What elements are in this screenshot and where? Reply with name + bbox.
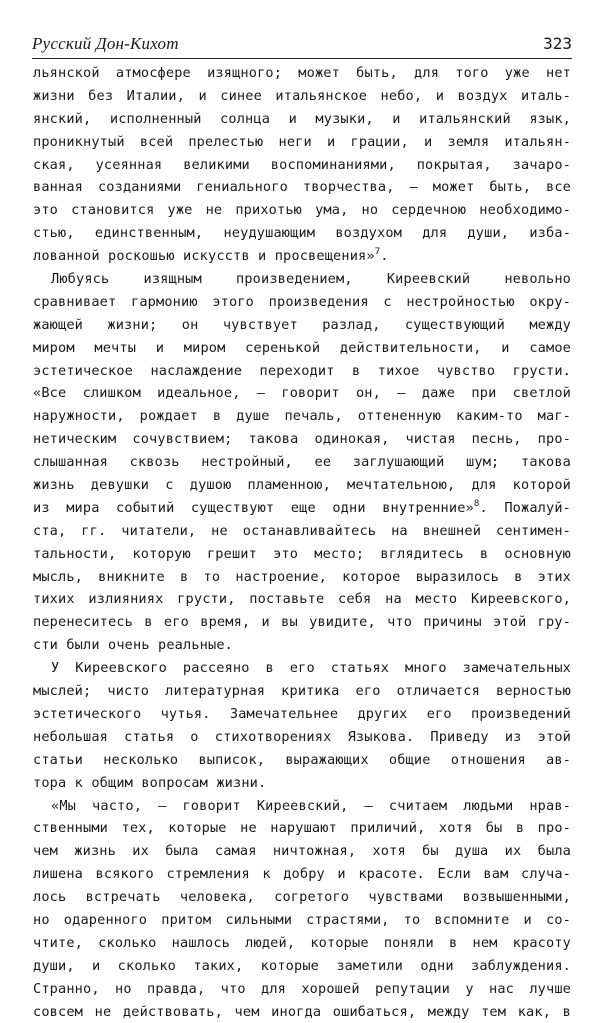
text-line: жизнь девушки с душою пламенною, мечтательною, для которой: [33, 474, 571, 497]
text-line: эстетическое наслаждение переходит в тихое чувство грусти.: [33, 360, 571, 383]
text-line: статьи несколько выписок, выражающих общие отношения ав-: [33, 749, 571, 772]
running-head-title: Русский Дон-Кихот: [32, 34, 179, 54]
text-line: тальности, которую грешит это место; вглядитесь в основную: [33, 543, 571, 566]
text-line: льянской атмосфере изящного; может быть, для того уже нет: [33, 62, 571, 85]
text-line: совсем не действовать, чем иногда ошибаться, между тем как, в: [33, 1001, 571, 1023]
text-line: Любуясь изящным произведением, Киреевский невольно: [33, 268, 571, 291]
text-segment: из мира событий существуют еще одни внутренние»: [33, 500, 474, 516]
text-line: мысль, вникните в то настроение, которое выразилось в этих: [33, 566, 571, 589]
footnote-ref: 8: [474, 499, 480, 509]
text-line: наружности, рождает в душе печаль, оттененную каким-то маг-: [33, 405, 571, 428]
text-line: стью, единственным, неудушающим воздухом для души, изба-: [33, 222, 571, 245]
text-line: лось встречать человека, согретого чувствами возвышенными,: [33, 886, 571, 909]
text-line: жизни без Италии, и синее итальянское небо, и воздух италь-: [33, 85, 571, 108]
text-line: чем жизнь их была самая ничтожная, хотя бы душа их была: [33, 840, 571, 863]
text-segment: . Пожалуй-: [479, 500, 571, 516]
text-line: небольшая статья о стихотворениях Языкова. Приведу из этой: [33, 726, 571, 749]
text-line: но одаренного притом сильными страстями, то вспомните и со-: [33, 909, 571, 932]
text-line: нетическим сочувствием; такова одинокая, чистая песнь, про-: [33, 428, 571, 451]
text-line: лишена всякого стремления к добру и красоте. Если вам случа-: [33, 863, 571, 886]
text-line: перенеситесь в его время, и вы увидите, что причины этой гру-: [33, 611, 571, 634]
text-line: тихих излияниях грусти, поставьте себя на место Киреевского,: [33, 588, 571, 611]
text-line: души, и сколько таких, которые заметили одни заблуждения.: [33, 955, 571, 978]
text-line: чтите, сколько нашлось людей, которые поняли в нем красоту: [33, 932, 571, 955]
text-line: мыслей; чисто литературная критика его отличается верностью: [33, 680, 571, 703]
text-line: сравнивает гармонию этого произведения с нестройностью окру-: [33, 291, 571, 314]
text-line: ста, гг. читатели, не останавливайтесь на внешней сентимен-: [33, 520, 571, 543]
text-line: слышанная сквозь нестройный, ее заглушающий шум; такова: [33, 451, 571, 474]
text-line: тора к общим вопросам жизни.: [33, 772, 571, 795]
text-line: жающей жизни; он чувствует разлад, существующий между: [33, 314, 571, 337]
text-line: ванная созданиями гениального творчества, — может быть, все: [33, 176, 571, 199]
text-line: ственными тех, которые не нарушают приличий, хотя бы в про-: [33, 817, 571, 840]
text-line-with-footnote: [33, 245, 571, 268]
text-line: У Киреевского рассеяно в его статьях много замечательных: [33, 657, 571, 680]
text-line: янский, исполненный солнца и музыки, и итальянский язык,: [33, 108, 571, 131]
paragraph-1: [33, 62, 571, 268]
page-number: 323: [543, 34, 572, 54]
running-head: [32, 34, 572, 59]
text-line: это становится уже не прихотью ума, но сердечною необходимо-: [33, 199, 571, 222]
text-line: проникнутый всей прелестью неги и грации, и земля итальян-: [33, 131, 571, 154]
paragraph-3: [33, 657, 571, 794]
text-line: эстетического чутья. Замечательнее других его произведений: [33, 703, 571, 726]
text-line-with-footnote: [33, 497, 571, 520]
text-line: ская, усеянная великими воспоминаниями, покрытая, зачаро-: [33, 154, 571, 177]
footnote-ref: 7: [375, 247, 381, 257]
text-line: «Все слишком идеальное, — говорит он, — даже при светлой: [33, 382, 571, 405]
text-segment: .: [380, 248, 388, 264]
paragraph-2: [33, 268, 571, 657]
text-line: сти были очень реальные.: [33, 634, 571, 657]
text-line: Странно, но правда, что для хорошей репутации у нас лучше: [33, 978, 571, 1001]
paragraph-4: [33, 795, 571, 1023]
body-text: [33, 62, 571, 1023]
text-line: «Мы часто, — говорит Киреевский, — считаем людьми нрав-: [33, 795, 571, 818]
text-line: миром мечты и миром серенькой действительности, и самое: [33, 337, 571, 360]
text-segment: лованной роскошью искусств и просвещения»: [33, 248, 375, 264]
